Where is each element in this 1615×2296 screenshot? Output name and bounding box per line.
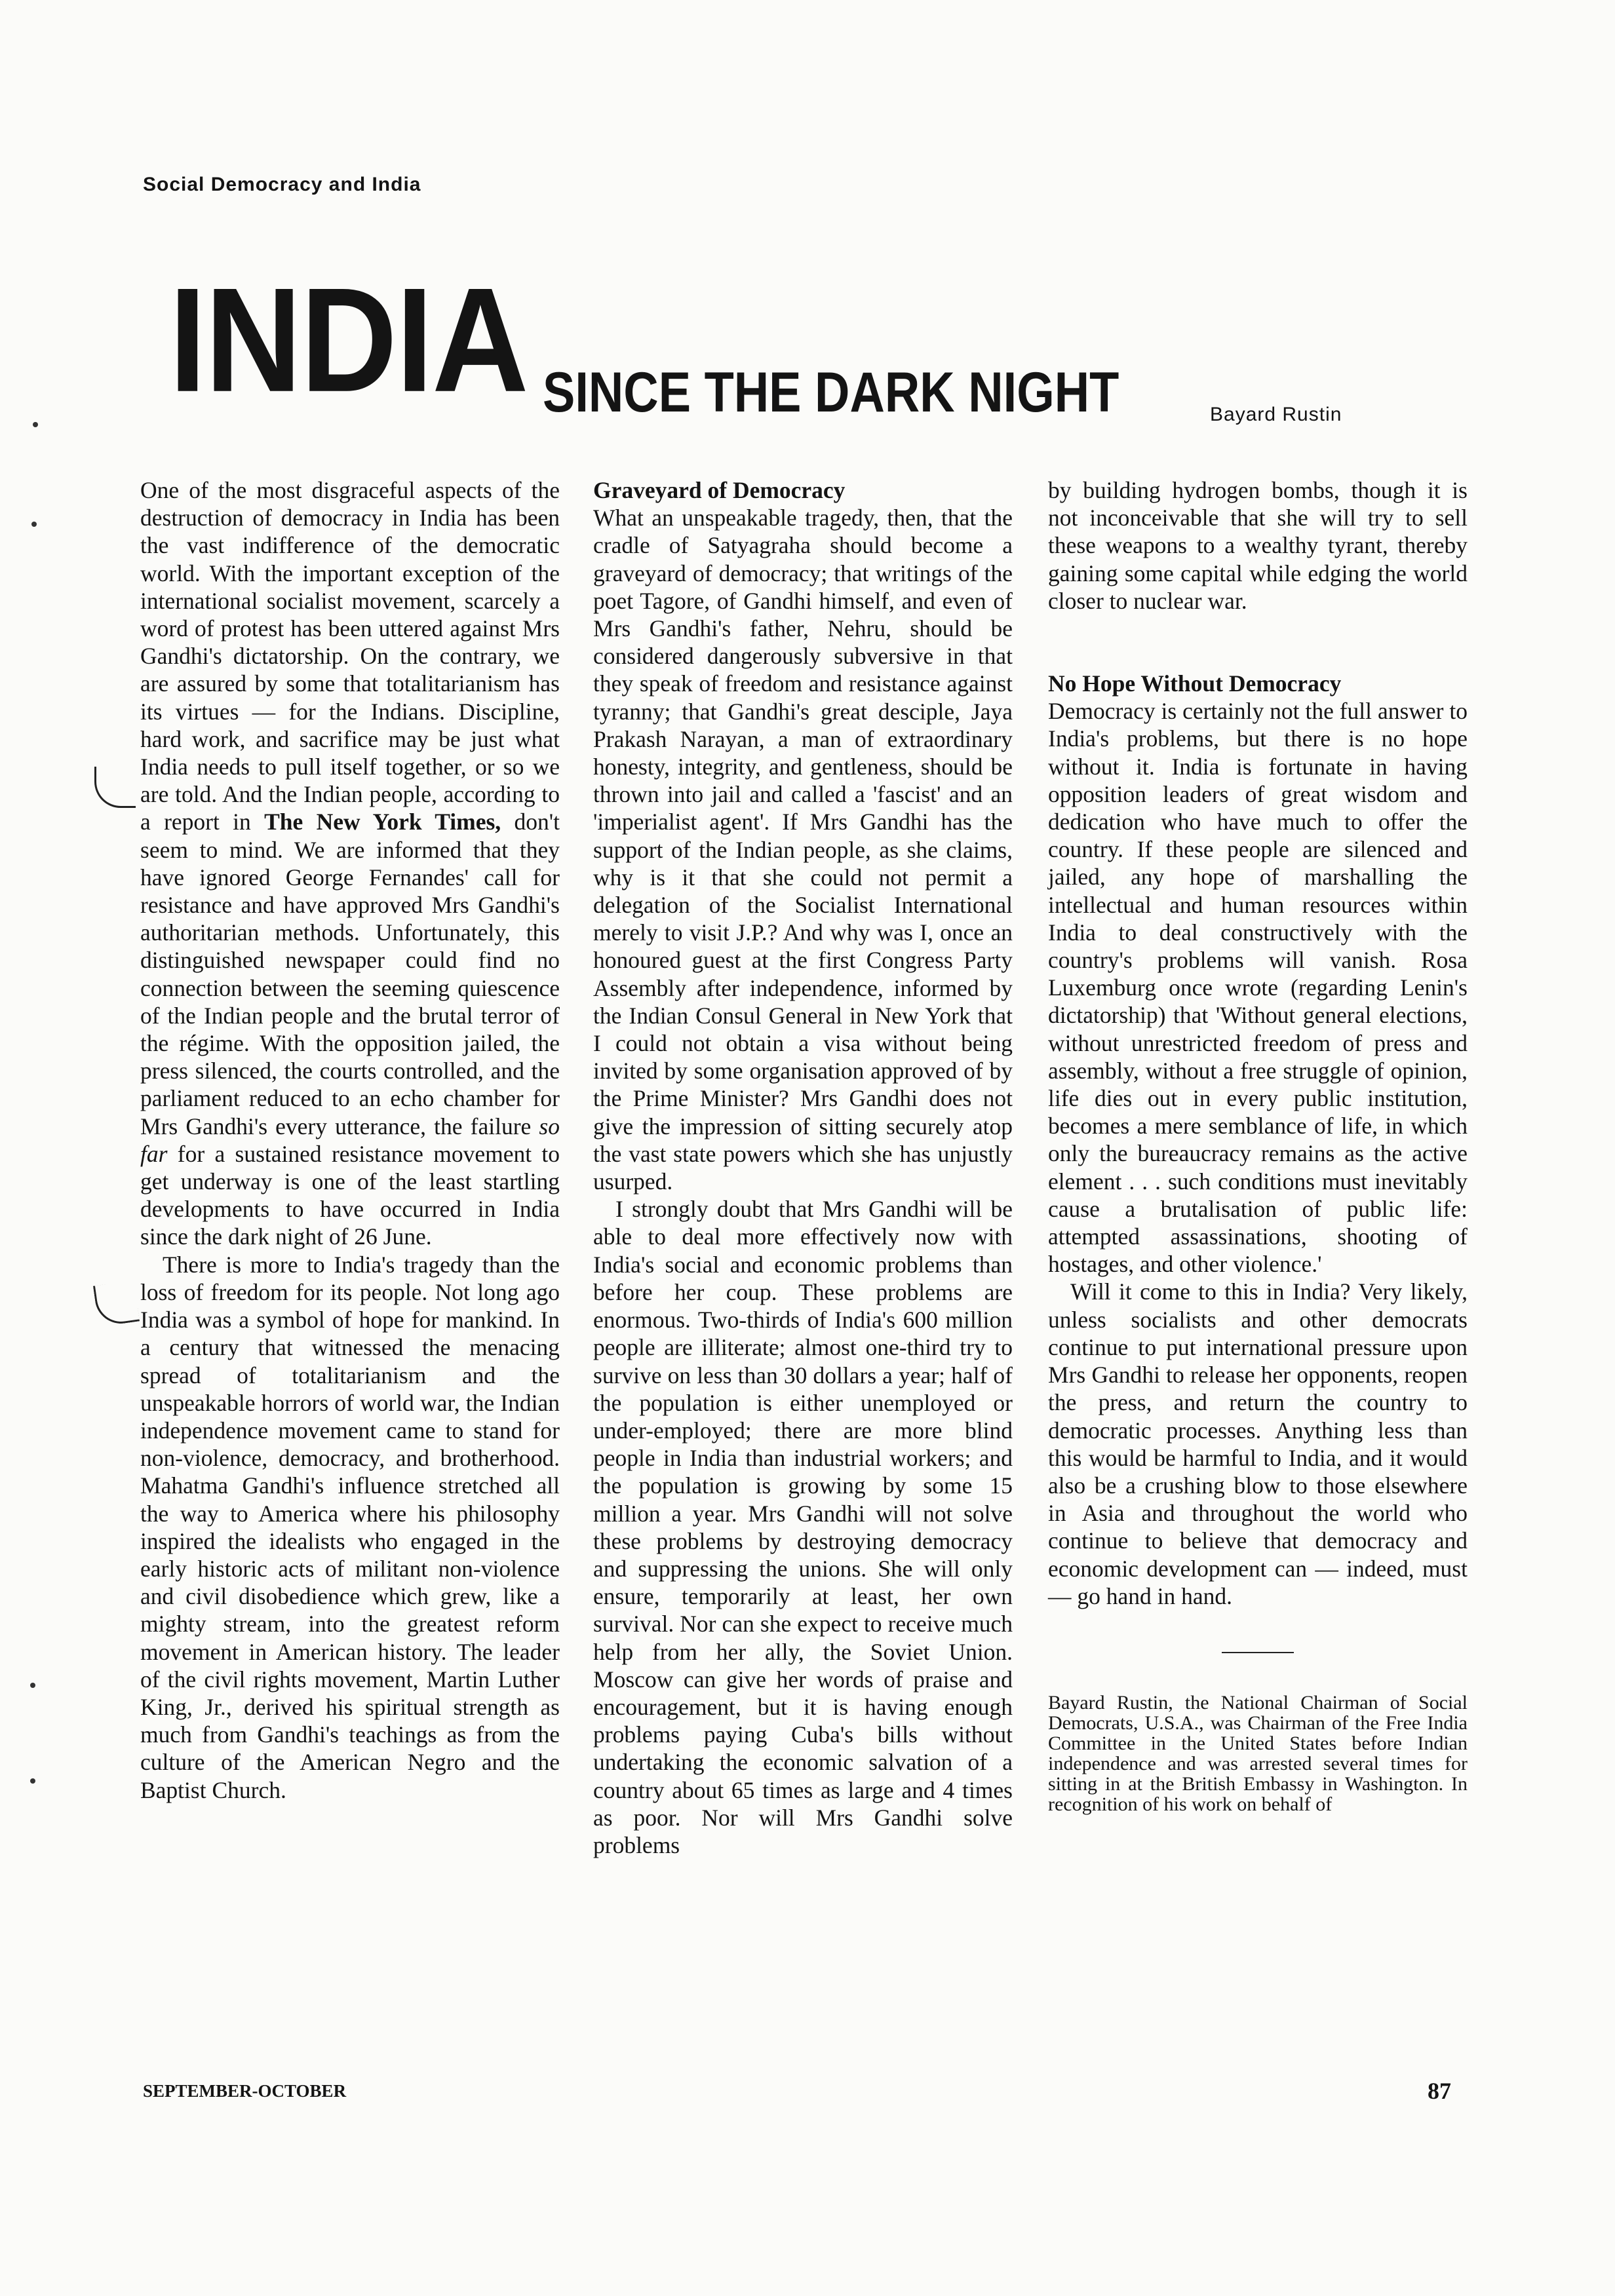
issue-label: SEPTEMBER-OCTOBER bbox=[143, 2081, 347, 2101]
section-label: Social Democracy and India bbox=[143, 174, 421, 195]
divider bbox=[1222, 1652, 1294, 1653]
paragraph: What an unspeakable tragedy, then, that the cradle of Satyagraha should become a graveyard of democracy; that writings of the poet Tagore, of Gandhi himself, and even of Mrs Gandhi's father, Nehru, should be considered dangerously subversive in that they speak of freedom and resistance against tyranny; that Gandhi's great desciple, Jaya Prakash Narayan, a man of extraordinary honesty, integrity, and gentleness, should be thrown into jail and called a 'fascist' and an 'imperialist agent'. If Mrs Gandhi has the support of the Indian people, as she claims, why is it that she could not permit a delegation of the Socialist International merely to visit J.P.? And why was I, once an honoured guest at the first Congress Party Assembly after independence, informed by the Indian Consul General in New York that I could not obtain a visa without being invited by some organisation approved of by the Prime Minister? Mrs Gandhi does not give the impression of sitting securely atop the vast state powers which she has unjustly usurped. bbox=[593, 505, 1013, 1195]
paragraph: There is more to India's tragedy than the loss of freedom for its people. Not long ago India was a symbol of hope for mankind. In a century that witnessed the menacing spread of totalitarianism and the unspeakable horrors of world war, the Indian independence movement came to stand for non-violence, democracy, and brotherhood. Mahatma Gandhi's influence stretched all the way to America where his philosophy inspired the idealists who engaged in the early historic acts of militant non-violence and civil disobedience which grew, like a mighty stream, into the greatest reform movement in American history. The leader of the civil rights movement, Martin Luther King, Jr., derived his spiritual strength as much from Gandhi's teachings as from the culture of the American Negro and the Baptist Church. bbox=[140, 1251, 560, 1803]
paragraph: by building hydrogen bombs, though it is not inconceivable that she will try to sell these weapons to a wealthy tyrant, thereby gaining some capital while edging the world closer to nuclear war. bbox=[1048, 477, 1468, 614]
page-number: 87 bbox=[1428, 2078, 1451, 2104]
margin-mark bbox=[93, 1280, 140, 1327]
margin-dot bbox=[31, 522, 37, 527]
column-2 bbox=[593, 476, 1013, 1859]
section-heading: Graveyard of Democracy bbox=[593, 477, 846, 503]
paragraph: Democracy is certainly not the full answer to India's problems, but there is no hope without it. India is fortunate in having opposition leaders of great wisdom and dedication who have much to offer the country. If these people are silenced and jailed, any hope of marshalling the intellectual and human resources within India to deal constructively with the country's problems will vanish. Rosa Luxemburg once wrote (regarding Lenin's dictatorship) that 'Without general elections, without unrestricted freedom of press and assembly, without a free struggle of opinion, life dies out in every public institution, becomes a mere semblance of life, in which only the bureaucracy remains as the active element . . . such conditions must inevitably cause a brutalisation of public life: attempted assassinations, shooting of hostages, and other violence.' bbox=[1048, 698, 1468, 1278]
paragraph: Will it come to this in India? Very likely, unless socialists and other democrats continue to put international pressure upon Mrs Gandhi to release her opponents, reopen the press, and return the country to democratic processes. Anything less than this would be harmful to India, and it would also be a crushing blow to those elsewhere in Asia and throughout the world who continue to believe that democracy and economic development can — indeed, must — go hand in hand. bbox=[1048, 1278, 1468, 1609]
newspaper-name: The New York Times, bbox=[264, 809, 501, 835]
section-heading: No Hope Without Democracy bbox=[1048, 670, 1342, 697]
paragraph: I strongly doubt that Mrs Gandhi will be able to deal more effectively now with India's social and economic problems than before her coup. These problems are enormous. Two-thirds of India's 600 million people are illiterate; almost one-third try to survive on less than 30 dollars a year; half of the population is either unemployed or under-employed; there are more blind people in India than industrial workers; and the population is growing by some 15 million a year. Mrs Gandhi will not solve these problems by destroying democracy and suppressing the unions. She will only ensure, temporarily at least, her own survival. Nor can she expect to receive much help from her ally, the Soviet Union. Moscow can give her words of praise and encouragement, but it is having enough problems paying Cuba's bills without undertaking the economic salvation of a country about 65 times as large and 4 times as poor. Nor will Mrs Gandhi solve problems bbox=[593, 1196, 1013, 1858]
margin-dot bbox=[30, 1778, 35, 1784]
column-1 bbox=[140, 476, 560, 1804]
author-bio: Bayard Rustin, the National Chairman of Social Democrats, U.S.A., was Chairman of the Free India Committee in the United States before Indian independence and was arrested several times for sitting in at the British Embassy in Washington. In recognition of his work on behalf of bbox=[1048, 1691, 1468, 1815]
article-title: INDIA bbox=[169, 257, 528, 423]
paragraph: One of the most disgraceful aspects of the destruction of democracy in India has been the vast indifference of the democratic world. With the important exception of the international socialist movement, scarcely a word of protest has been uttered against Mrs Gandhi's dictatorship. On the contrary, we are assured by some that totalitarianism has its virtues — for the Indians. Discipline, hard work, and sacrifice may be just what India needs to pull itself together, or so we are told. And the Indian people, according to a report in The New York Times, don't seem to mind. We are informed that they have ignored George Fernandes' call for resistance and have approved Mrs Gandhi's authoritarian methods. Unfortunately, this distinguished newspaper could find no connection between the seeming quiescence of the Indian people and the brutal terror of the régime. With the opposition jailed, the press silenced, the courts controlled, and the parliament reduced to an echo chamber for Mrs Gandhi's every utterance, the failure so far for a sustained resistance movement to get underway is one of the least startling developments to have occurred in India since the dark night of 26 June. bbox=[140, 477, 560, 1250]
margin-dot bbox=[30, 1683, 35, 1688]
emphasis: so far bbox=[140, 1113, 560, 1167]
column-3 bbox=[1048, 476, 1468, 1814]
margin-mark bbox=[94, 767, 136, 808]
byline: Bayard Rustin bbox=[1210, 404, 1342, 425]
article-subtitle: SINCE THE DARK NIGHT bbox=[543, 361, 1119, 424]
margin-dot bbox=[33, 422, 38, 427]
